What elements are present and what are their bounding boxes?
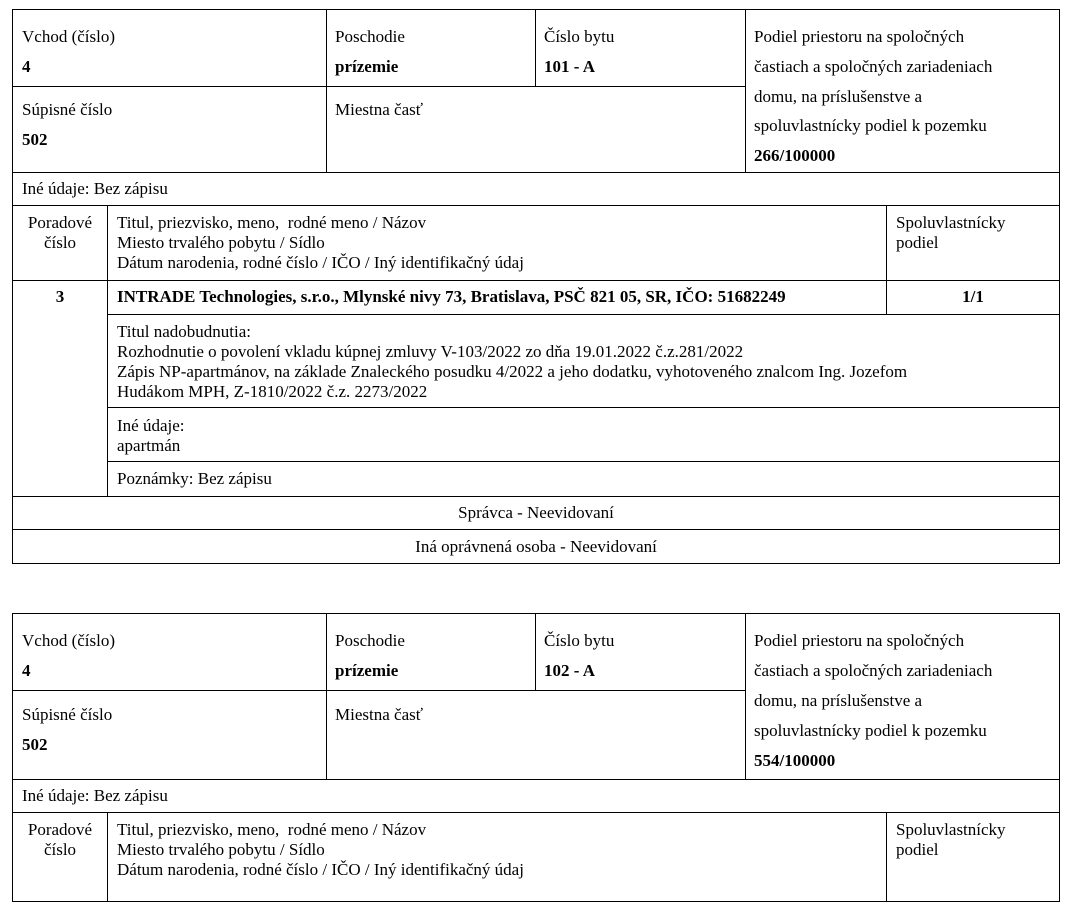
- spravca-row: Správca - Neevidovaní: [458, 503, 614, 522]
- podiel-text-line: Podiel priestoru na spoločných: [754, 631, 965, 650]
- header-titul: Titul, priezvisko, meno, rodné meno / Názov Miesto trvalého pobytu / Sídlo Dátum narodenia, rodné číslo / IČO / Iný identifikačný údaj: [117, 820, 524, 879]
- owner-share: 1/1: [962, 287, 984, 306]
- miestna-cast-label: Miestna časť: [335, 705, 423, 724]
- owner-text: INTRADE Technologies, s.r.o., Mlynské nivy 73, Bratislava, PSČ 821 05, SR, IČO: 51682249: [117, 287, 786, 306]
- vchod-label: Vchod (číslo): [22, 27, 116, 46]
- supisne-cislo-label: Súpisné číslo: [22, 100, 113, 119]
- poschodie-value: prízemie: [335, 57, 399, 76]
- supisne-cislo-label: Súpisné číslo: [22, 705, 113, 724]
- podiel-text-line: spoluvlastnícky podiel k pozemku: [754, 721, 987, 740]
- cislo-bytu-value: 102 - A: [544, 661, 595, 680]
- cislo-bytu-value: 101 - A: [544, 57, 595, 76]
- titul-nadobudnutia: Titul nadobudnutia: Rozhodnutie o povolení vkladu kúpnej zmluvy V-103/2022 zo dňa 19.01.2022 č.z.281/2022 Zápis NP-apartmánov, na základe Znaleckého posudku 4/2022 a jeho dodatku, vyhotoveného znalcom Ing. Jozefom Hudákom MPH, Z-1810/2022 č.z. 2273/2022: [117, 322, 908, 401]
- poschodie-label: Poschodie: [335, 631, 405, 650]
- ine-udaje-row: Iné údaje: Bez zápisu: [22, 179, 168, 198]
- poschodie-value: prízemie: [335, 661, 399, 680]
- podiel-text-line: častiach a spoločných zariadeniach: [754, 661, 993, 680]
- supisne-cislo-value: 502: [22, 735, 48, 754]
- ine-udaje-row: Iné údaje: Bez zápisu: [22, 786, 168, 805]
- podiel-text-line: spoluvlastnícky podiel k pozemku: [754, 116, 987, 135]
- header-spoluvlastnicky-podiel: Spoluvlastnícky podiel: [896, 213, 1006, 252]
- header-titul: Titul, priezvisko, meno, rodné meno / Názov Miesto trvalého pobytu / Sídlo Dátum narodenia, rodné číslo / IČO / Iný identifikačný údaj: [117, 213, 524, 272]
- header-poradove-cislo: Poradové číslo: [27, 820, 93, 859]
- vchod-value: 4: [22, 57, 31, 76]
- poznamky: Poznámky: Bez zápisu: [117, 469, 272, 488]
- podiel-text-line: domu, na príslušenstve a: [754, 87, 923, 106]
- miestna-cast-label: Miestna časť: [335, 100, 423, 119]
- vchod-label: Vchod (číslo): [22, 631, 116, 650]
- ina-opravnena-osoba-row: Iná oprávnená osoba - Neevidovaní: [415, 537, 657, 556]
- cislo-bytu-label: Číslo bytu: [544, 631, 615, 650]
- header-poradove-cislo: Poradové číslo: [27, 213, 93, 252]
- podiel-text-line: Podiel priestoru na spoločných: [754, 27, 965, 46]
- podiel-text-line: domu, na príslušenstve a: [754, 691, 923, 710]
- poschodie-label: Poschodie: [335, 27, 405, 46]
- podiel-text-line: častiach a spoločných zariadeniach: [754, 57, 993, 76]
- header-spoluvlastnicky-podiel: Spoluvlastnícky podiel: [896, 820, 1006, 859]
- podiel-value: 554/100000: [754, 751, 836, 770]
- owner-ine-udaje: Iné údaje: apartmán: [117, 416, 185, 455]
- cislo-bytu-label: Číslo bytu: [544, 27, 615, 46]
- vchod-value: 4: [22, 661, 31, 680]
- supisne-cislo-value: 502: [22, 130, 48, 149]
- podiel-value: 266/100000: [754, 146, 836, 165]
- owner-number: 3: [55, 287, 65, 306]
